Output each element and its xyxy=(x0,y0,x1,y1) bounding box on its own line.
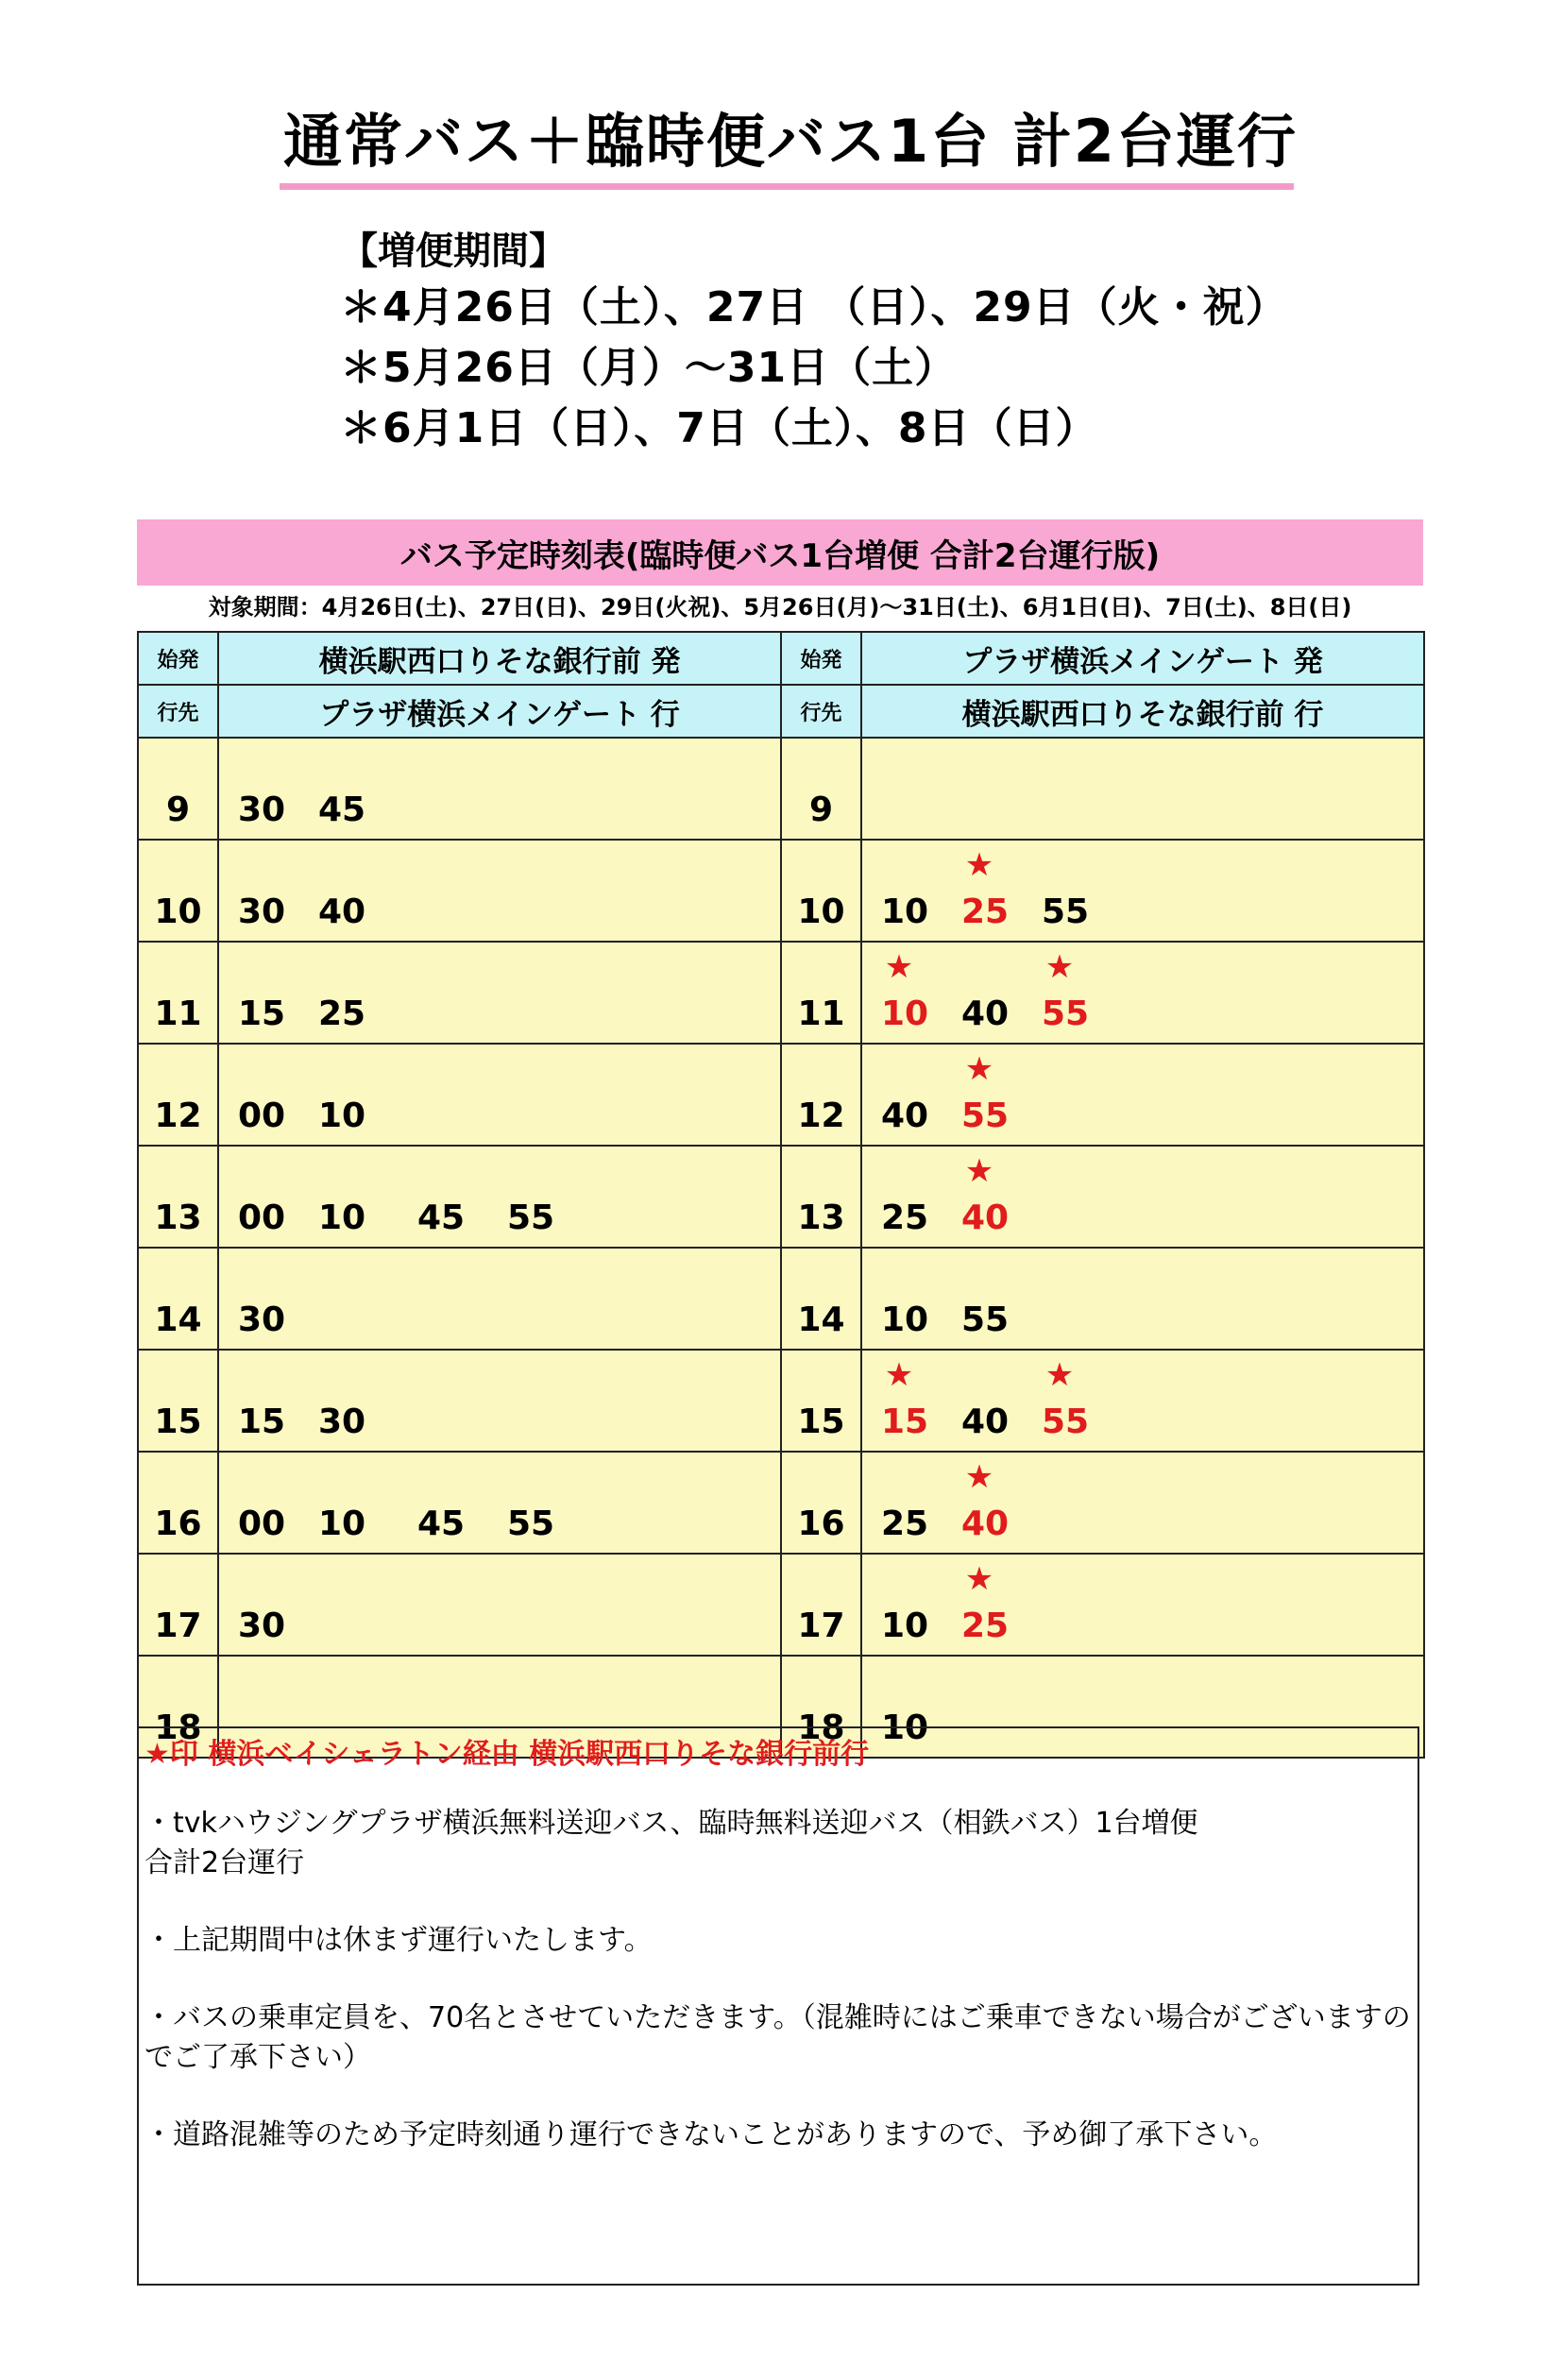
timetable-row xyxy=(138,738,1424,840)
timetable-row xyxy=(138,840,1424,942)
departure-minute: 30 xyxy=(318,1402,366,1441)
departure-minute: 40 xyxy=(961,1402,1010,1441)
departure-minute: 10 xyxy=(318,1198,366,1237)
star-icon: ★ xyxy=(964,1152,994,1190)
hour-cell-right: 12 xyxy=(781,1044,861,1146)
star-icon: ★ xyxy=(964,1050,994,1088)
note-item: ・バスの乗車定員を、70名とさせていただきます。（混雑時にはご乗車できない場合がございますのでご了承下さい） xyxy=(144,2001,1411,2074)
departure-minute: 40 xyxy=(961,994,1010,1033)
departure-minute: 30 xyxy=(238,1300,286,1339)
timetable-row xyxy=(138,1044,1424,1146)
departure-minute-via-sheraton: 55 xyxy=(961,1096,1010,1135)
hour-cell-left: 11 xyxy=(138,942,218,1044)
timetable-row xyxy=(138,1146,1424,1248)
minutes-cell-right xyxy=(861,840,1424,942)
departure-minute: 55 xyxy=(961,1300,1010,1339)
star-icon: ★ xyxy=(884,948,914,986)
notes-box xyxy=(137,1726,1419,2286)
departure-minute: 10 xyxy=(881,1708,929,1747)
departure-minute: 30 xyxy=(238,892,286,931)
star-icon: ★ xyxy=(964,1458,994,1496)
departure-minute: 10 xyxy=(881,1606,929,1645)
minutes-cell-left xyxy=(218,1554,781,1656)
period-line-may: ＊5月26日（月）～31日（土） xyxy=(340,344,958,392)
departure-stop-right: プラザ横浜メインゲート 発 xyxy=(861,632,1424,685)
departure-minute: 55 xyxy=(507,1198,555,1237)
minutes-cell-right xyxy=(861,1350,1424,1452)
minutes-cell-right xyxy=(861,1146,1424,1248)
note-item: ・tvkハウジングプラザ横浜無料送迎バス、臨時無料送迎バス（相鉄バス）1台増便 合計2台運行 xyxy=(144,1807,1198,1879)
minutes-cell-left xyxy=(218,1044,781,1146)
hour-cell-left: 14 xyxy=(138,1248,218,1350)
hour-cell-right: 15 xyxy=(781,1350,861,1452)
hour-cell-left: 15 xyxy=(138,1350,218,1452)
departure-minute: 00 xyxy=(238,1096,286,1135)
star-icon: ★ xyxy=(884,1356,914,1394)
minutes-cell-right xyxy=(861,942,1424,1044)
hour-cell-right: 17 xyxy=(781,1554,861,1656)
hour-cell-left: 16 xyxy=(138,1452,218,1554)
hour-cell-left: 13 xyxy=(138,1146,218,1248)
destination-label-right: 行先 xyxy=(781,685,861,738)
hour-cell-left: 10 xyxy=(138,840,218,942)
hour-cell-right: 16 xyxy=(781,1452,861,1554)
departure-minute: 00 xyxy=(238,1198,286,1237)
hour-cell-right: 13 xyxy=(781,1146,861,1248)
destination-stop-right: 横浜駅西口りそな銀行前 行 xyxy=(861,685,1424,738)
departure-minute: 40 xyxy=(881,1096,929,1135)
minutes-cell-left xyxy=(218,1452,781,1554)
departure-minute: 25 xyxy=(318,994,366,1033)
timetable-row xyxy=(138,1452,1424,1554)
timetable-row xyxy=(138,1554,1424,1656)
timetable xyxy=(137,631,1425,1759)
departure-minute-via-sheraton: 55 xyxy=(1042,994,1090,1033)
hour-cell-right: 14 xyxy=(781,1248,861,1350)
hour-cell-left: 12 xyxy=(138,1044,218,1146)
title-underline xyxy=(280,183,1294,190)
minutes-cell-right xyxy=(861,1452,1424,1554)
departure-stop-left: 横浜駅西口りそな銀行前 発 xyxy=(218,632,781,685)
timetable-row xyxy=(138,1350,1424,1452)
hour-cell-left: 17 xyxy=(138,1554,218,1656)
minutes-cell-right xyxy=(861,1248,1424,1350)
destination-label-left: 行先 xyxy=(138,685,218,738)
period-line-april: ＊4月26日（土）、27日 （日）、29日（火・祝） xyxy=(340,283,1288,332)
departure-label-left: 始発 xyxy=(138,632,218,685)
hour-cell-right: 18 xyxy=(781,1656,861,1758)
departure-minute-via-sheraton: 55 xyxy=(1042,1402,1090,1441)
star-icon: ★ xyxy=(1044,1356,1075,1394)
hour-cell-left: 9 xyxy=(138,738,218,840)
timetable-target-period: 対象期間：4月26日(土)、27日(日)、29日(火祝)、5月26日(月)～31日(土)、6月1日(日)、7日(土)、8日(日) xyxy=(208,594,1352,620)
minutes-cell-left xyxy=(218,738,781,840)
timetable-row xyxy=(138,942,1424,1044)
minutes-cell-left xyxy=(218,840,781,942)
departure-minute-via-sheraton: 25 xyxy=(961,1606,1010,1645)
hour-cell-left: 18 xyxy=(138,1656,218,1758)
destination-stop-left: プラザ横浜メインゲート 行 xyxy=(218,685,781,738)
departure-minute: 45 xyxy=(417,1198,466,1237)
minutes-cell-left xyxy=(218,1248,781,1350)
hour-cell-right: 9 xyxy=(781,738,861,840)
departure-minute: 15 xyxy=(238,994,286,1033)
star-icon: ★ xyxy=(964,1560,994,1598)
star-icon: ★ xyxy=(1044,948,1075,986)
minutes-cell-left xyxy=(218,1350,781,1452)
departure-minute: 45 xyxy=(318,790,366,829)
departure-minute: 10 xyxy=(318,1504,366,1543)
timetable-row xyxy=(138,1248,1424,1350)
departure-minute: 55 xyxy=(1042,892,1090,931)
departure-minute-via-sheraton: 10 xyxy=(881,994,929,1033)
departure-minute: 00 xyxy=(238,1504,286,1543)
departure-minute: 25 xyxy=(881,1198,929,1237)
extra-service-period xyxy=(340,225,1288,459)
departure-minute-via-sheraton: 40 xyxy=(961,1198,1010,1237)
departure-minute-via-sheraton: 15 xyxy=(881,1402,929,1441)
star-icon: ★ xyxy=(964,846,994,884)
departure-minute: 25 xyxy=(881,1504,929,1543)
departure-minute-via-sheraton: 40 xyxy=(961,1504,1010,1543)
departure-minute: 30 xyxy=(238,1606,286,1645)
page-title: 通常バス＋臨時便バス1台 計2台運行 xyxy=(283,107,1298,176)
departure-minute: 15 xyxy=(238,1402,286,1441)
minutes-cell-left xyxy=(218,942,781,1044)
departure-label-right: 始発 xyxy=(781,632,861,685)
departure-minute: 45 xyxy=(417,1504,466,1543)
departure-minute: 10 xyxy=(881,892,929,931)
departure-minute: 10 xyxy=(881,1300,929,1339)
minutes-cell-right xyxy=(861,1554,1424,1656)
note-item: ・上記期間中は休まず運行いたします。 xyxy=(144,1924,653,1957)
timetable-header: バス予定時刻表(臨時便バス1台増便 合計2台運行版) xyxy=(137,519,1423,586)
hour-cell-right: 10 xyxy=(781,840,861,942)
departure-minute-via-sheraton: 25 xyxy=(961,892,1010,931)
minutes-cell-right xyxy=(861,1044,1424,1146)
timetable-departure-row xyxy=(138,632,1424,685)
departure-minute: 30 xyxy=(238,790,286,829)
minutes-cell-left xyxy=(218,1146,781,1248)
period-line-june: ＊6月1日（日）、7日（土）、8日（日） xyxy=(340,404,1098,452)
timetable-destination-row xyxy=(138,685,1424,738)
departure-minute: 55 xyxy=(507,1504,555,1543)
note-item: ・道路混雑等のため予定時刻通り運行できないことがありますので、予め御了承下さい。 xyxy=(144,2118,1278,2151)
hour-cell-right: 11 xyxy=(781,942,861,1044)
minutes-cell-right xyxy=(861,738,1424,840)
departure-minute: 10 xyxy=(318,1096,366,1135)
star-note: ★印 横浜ベイシェラトン経由 横浜駅西口りそな銀行前行 xyxy=(144,1738,870,1771)
period-heading: 【増便期間】 xyxy=(340,230,567,273)
departure-minute: 40 xyxy=(318,892,366,931)
